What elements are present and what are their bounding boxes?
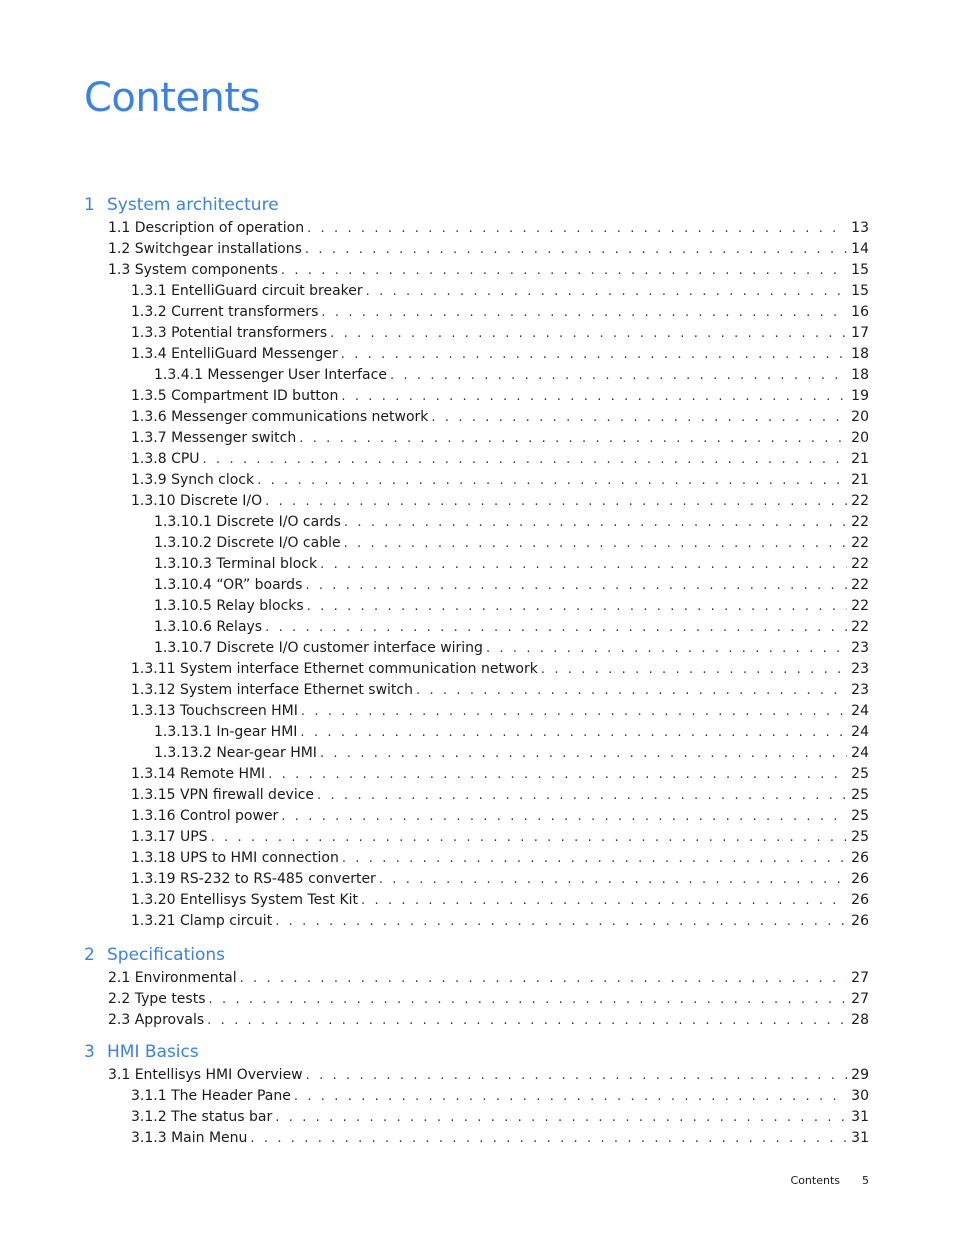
dot-leader xyxy=(317,785,847,806)
toc-entry-label: 2.3 Approvals xyxy=(108,1012,205,1028)
dot-leader xyxy=(305,239,847,260)
toc-entry-label: 3.1 Entellisys HMI Overview xyxy=(108,1067,303,1083)
toc-entry-label: 1.3.1 EntelliGuard circuit breaker xyxy=(131,283,363,299)
dot-leader xyxy=(344,533,848,554)
footer-section-label: Contents xyxy=(790,1174,840,1187)
toc-entry-page: 24 xyxy=(851,724,869,740)
toc-entry-page: 15 xyxy=(851,262,869,278)
toc-entry-label: 1.3.3 Potential transformers xyxy=(131,325,328,341)
toc-entry-page: 25 xyxy=(851,829,869,845)
toc-entry[interactable] xyxy=(131,911,869,932)
toc-entry-page: 26 xyxy=(851,871,869,887)
toc-entry-page: 18 xyxy=(851,367,869,383)
toc-entry-page: 24 xyxy=(851,745,869,761)
toc-entry[interactable] xyxy=(131,806,869,827)
toc-entry[interactable] xyxy=(154,743,869,764)
toc-entry-label: 1.3.11 System interface Ethernet communication network xyxy=(131,661,538,677)
dot-leader xyxy=(541,659,847,680)
dot-leader xyxy=(341,386,847,407)
toc-entry-page: 21 xyxy=(851,472,869,488)
toc-entry[interactable] xyxy=(131,1107,869,1128)
toc-entry-page: 22 xyxy=(851,619,869,635)
toc-entry[interactable] xyxy=(131,701,869,722)
toc-entry-page: 19 xyxy=(851,388,869,404)
toc-entry-page: 22 xyxy=(851,514,869,530)
toc-entry-label: 1.3.10.3 Terminal block xyxy=(154,556,318,572)
toc-entry-label: 1.3.10.6 Relays xyxy=(154,619,263,635)
toc-entry-label: 1.1 Description of operation xyxy=(108,220,305,236)
toc-entry-label: 1.3.9 Synch clock xyxy=(131,472,255,488)
toc-entry-page: 21 xyxy=(851,451,869,467)
toc-entry-label: 1.3.16 Control power xyxy=(131,808,279,824)
toc-entry-page: 31 xyxy=(851,1130,869,1146)
toc-entry-page: 27 xyxy=(851,991,869,1007)
toc-entry-label: 1.3 System components xyxy=(108,262,278,278)
toc-entry-label: 1.2 Switchgear installations xyxy=(108,241,302,257)
toc-entry-label: 1.3.20 Entellisys System Test Kit xyxy=(131,892,359,908)
toc-entry-page: 22 xyxy=(851,493,869,509)
dot-leader xyxy=(299,428,847,449)
toc-entry-label: 1.3.8 CPU xyxy=(131,451,200,467)
toc-entry-page: 22 xyxy=(851,577,869,593)
toc-entry[interactable] xyxy=(154,512,869,533)
toc-entry-page: 30 xyxy=(851,1088,869,1104)
toc-entry-page: 26 xyxy=(851,850,869,866)
footer-page-number: 5 xyxy=(862,1174,869,1187)
toc-entry-label: 2.2 Type tests xyxy=(108,991,206,1007)
toc-entry[interactable] xyxy=(131,407,869,428)
toc-entry[interactable] xyxy=(154,575,869,596)
toc-entry-label: 1.3.10 Discrete I/O xyxy=(131,493,263,509)
dot-leader xyxy=(330,323,847,344)
dot-leader xyxy=(300,722,847,743)
toc-entry[interactable] xyxy=(131,281,869,302)
toc-entry[interactable] xyxy=(131,428,869,449)
toc-entry-label: 1.3.13 Touchscreen HMI xyxy=(131,703,298,719)
toc-entry[interactable] xyxy=(131,1128,869,1149)
toc-entry[interactable] xyxy=(108,260,869,281)
toc-entry-label: 3.1.3 Main Menu xyxy=(131,1130,248,1146)
chapter-title: Specifications xyxy=(107,945,226,965)
toc-entry-page: 20 xyxy=(851,409,869,425)
toc-entry-label: 1.3.5 Compartment ID button xyxy=(131,388,339,404)
toc-entry-page: 17 xyxy=(851,325,869,341)
toc-entry-page: 31 xyxy=(851,1109,869,1125)
dot-leader xyxy=(321,302,847,323)
dot-leader xyxy=(431,407,847,428)
toc-entry[interactable] xyxy=(131,827,869,848)
toc-entry-page: 27 xyxy=(851,970,869,986)
chapter-number: 2 xyxy=(84,945,95,965)
toc-entry-label: 1.3.18 UPS to HMI connection xyxy=(131,850,339,866)
dot-leader xyxy=(203,449,848,470)
toc-entry[interactable] xyxy=(154,533,869,554)
toc-entry-page: 23 xyxy=(851,682,869,698)
chapter-number: 3 xyxy=(84,1042,95,1062)
toc-entry-page: 15 xyxy=(851,283,869,299)
toc-entry-label: 1.3.19 RS-232 to RS-485 converter xyxy=(131,871,376,887)
toc-entry[interactable] xyxy=(131,470,869,491)
dot-leader xyxy=(320,743,847,764)
toc-entry[interactable] xyxy=(108,989,869,1010)
dot-leader xyxy=(390,365,847,386)
toc-entry[interactable] xyxy=(108,1065,869,1086)
toc-entry-label: 2.1 Environmental xyxy=(108,970,237,986)
toc-entry[interactable] xyxy=(108,968,869,989)
toc-entry[interactable] xyxy=(154,638,869,659)
toc-entry-label: 1.3.10.2 Discrete I/O cable xyxy=(154,535,341,551)
toc-entry-page: 18 xyxy=(851,346,869,362)
toc-entry-page: 16 xyxy=(851,304,869,320)
toc-entry-label: 1.3.10.1 Discrete I/O cards xyxy=(154,514,341,530)
dot-leader xyxy=(307,218,847,239)
dot-leader xyxy=(342,848,847,869)
chapter-heading[interactable] xyxy=(84,1042,199,1063)
toc-entry-page: 20 xyxy=(851,430,869,446)
toc-entry-label: 1.3.12 System interface Ethernet switch xyxy=(131,682,413,698)
toc-entry-page: 25 xyxy=(851,808,869,824)
toc-entry-label: 1.3.4 EntelliGuard Messenger xyxy=(131,346,338,362)
toc-entry-page: 25 xyxy=(851,787,869,803)
dot-leader xyxy=(240,968,848,989)
toc-entry[interactable] xyxy=(131,890,869,911)
toc-entry-label: 1.3.10.4 “OR” boards xyxy=(154,577,303,593)
dot-leader xyxy=(211,827,848,848)
toc-entry[interactable] xyxy=(131,302,869,323)
toc-entry-page: 23 xyxy=(851,640,869,656)
dot-leader xyxy=(257,470,847,491)
toc-entry[interactable] xyxy=(131,680,869,701)
toc-entry[interactable] xyxy=(131,344,869,365)
toc-entry-label: 3.1.1 The Header Pane xyxy=(131,1088,291,1104)
dot-leader xyxy=(268,764,847,785)
chapter-number: 1 xyxy=(84,195,95,215)
toc-entry[interactable] xyxy=(108,218,869,239)
toc-entry[interactable] xyxy=(131,764,869,785)
toc-entry-page: 22 xyxy=(851,598,869,614)
dot-leader xyxy=(294,1086,847,1107)
toc-entry[interactable] xyxy=(131,323,869,344)
dot-leader xyxy=(486,638,847,659)
toc-entry-page: 13 xyxy=(851,220,869,236)
chapter-title: System architecture xyxy=(107,195,279,215)
toc-entry-label: 1.3.17 UPS xyxy=(131,829,208,845)
toc-entry[interactable] xyxy=(154,596,869,617)
dot-leader xyxy=(361,890,847,911)
dot-leader xyxy=(281,260,847,281)
toc-entry-label: 1.3.4.1 Messenger User Interface xyxy=(154,367,387,383)
dot-leader xyxy=(307,596,847,617)
dot-leader xyxy=(250,1128,847,1149)
toc-entry[interactable] xyxy=(131,386,869,407)
dot-leader xyxy=(379,869,847,890)
toc-entry[interactable] xyxy=(131,785,869,806)
toc-entry-page: 24 xyxy=(851,703,869,719)
chapter-title: HMI Basics xyxy=(107,1042,199,1062)
toc-entry[interactable] xyxy=(131,848,869,869)
dot-leader xyxy=(209,989,848,1010)
toc-entry-label: 1.3.13.2 Near-gear HMI xyxy=(154,745,317,761)
toc-entry-label: 1.3.15 VPN firewall device xyxy=(131,787,315,803)
toc-entry-page: 26 xyxy=(851,913,869,929)
page-footer xyxy=(791,1174,869,1187)
page-title: Contents xyxy=(84,75,260,121)
toc-entry-page: 25 xyxy=(851,766,869,782)
dot-leader xyxy=(366,281,848,302)
dot-leader xyxy=(281,806,847,827)
dot-leader xyxy=(207,1010,847,1031)
toc-entry-label: 1.3.10.5 Relay blocks xyxy=(154,598,304,614)
toc-entry-label: 1.3.6 Messenger communications network xyxy=(131,409,429,425)
toc-entry-label: 1.3.21 Clamp circuit xyxy=(131,913,273,929)
toc-entry[interactable] xyxy=(154,365,869,386)
dot-leader xyxy=(305,575,847,596)
toc-entry[interactable] xyxy=(108,1010,869,1031)
toc-entry[interactable] xyxy=(154,722,869,743)
toc-entry-page: 23 xyxy=(851,661,869,677)
toc-entry[interactable] xyxy=(154,617,869,638)
toc-entry[interactable] xyxy=(108,239,869,260)
toc-entry-page: 22 xyxy=(851,535,869,551)
toc-entry[interactable] xyxy=(131,869,869,890)
dot-leader xyxy=(306,1065,848,1086)
toc-entry-label: 1.3.7 Messenger switch xyxy=(131,430,297,446)
toc-entry[interactable] xyxy=(131,449,869,470)
toc-entry-label: 3.1.2 The status bar xyxy=(131,1109,273,1125)
dot-leader xyxy=(344,512,847,533)
toc-entry-label: 1.3.14 Remote HMI xyxy=(131,766,266,782)
toc-entry[interactable] xyxy=(154,554,869,575)
dot-leader xyxy=(275,911,847,932)
toc-entry-page: 22 xyxy=(851,556,869,572)
toc-entry-label: 1.3.10.7 Discrete I/O customer interface wiring xyxy=(154,640,483,656)
chapter-heading[interactable] xyxy=(84,945,225,966)
dot-leader xyxy=(320,554,847,575)
toc-entry-label: 1.3.13.1 In-gear HMI xyxy=(154,724,298,740)
toc-entry-page: 29 xyxy=(851,1067,869,1083)
dot-leader xyxy=(341,344,847,365)
toc-entry[interactable] xyxy=(131,1086,869,1107)
dot-leader xyxy=(416,680,847,701)
toc-entry-page: 28 xyxy=(851,1012,869,1028)
dot-leader xyxy=(301,701,847,722)
dot-leader xyxy=(275,1107,847,1128)
dot-leader xyxy=(265,617,847,638)
chapter-heading[interactable] xyxy=(84,195,279,216)
toc-entry-label: 1.3.2 Current transformers xyxy=(131,304,319,320)
dot-leader xyxy=(265,491,847,512)
toc-entry-page: 26 xyxy=(851,892,869,908)
toc-entry[interactable] xyxy=(131,659,869,680)
toc-entry[interactable] xyxy=(131,491,869,512)
toc-entry-page: 14 xyxy=(851,241,869,257)
